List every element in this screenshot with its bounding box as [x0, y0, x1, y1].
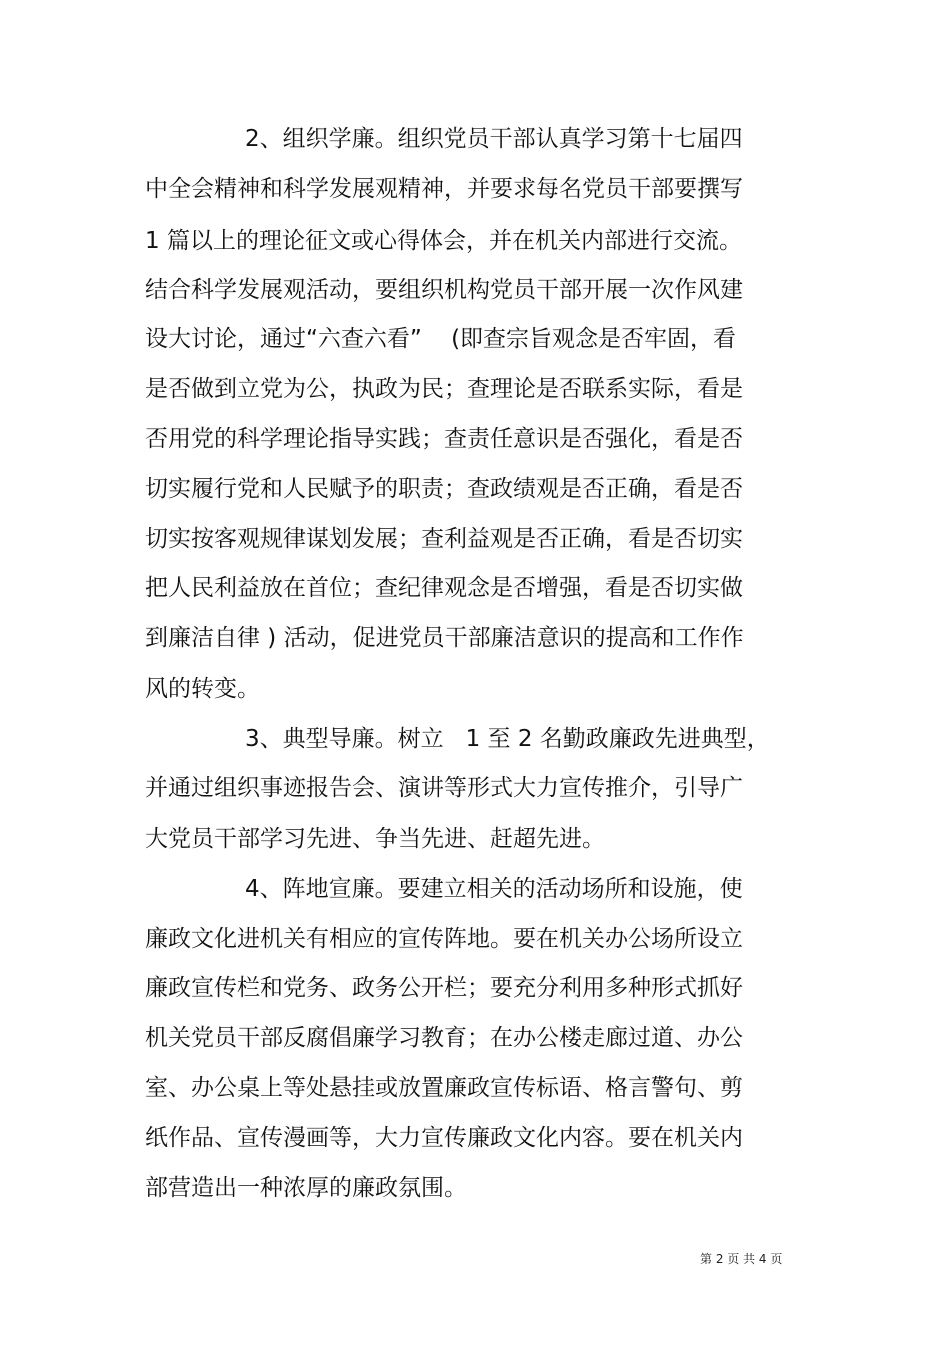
paragraph-4-line-6: 纸作品、宣传漫画等，大力宣传廉政文化内容。要在机关内: [145, 1125, 743, 1151]
paragraph-2-line-3: 1 篇以上的理论征文或心得体会，并在机关内部进行交流。: [145, 228, 742, 254]
paragraph-2-line-8: 切实履行党和人民赋予的职责；查政绩观是否正确，看是否: [145, 476, 743, 502]
paragraph-2-line-5: 设大讨论，通过“六查六看” (即查宗旨观念是否牢固，看: [145, 326, 737, 352]
paragraph-2-line-6: 是否做到立党为公，执政为民；查理论是否联系实际，看是: [145, 376, 743, 402]
paragraph-2-line-2: 中全会精神和科学发展观精神，并要求每名党员干部要撰写: [145, 176, 743, 202]
paragraph-2-line-11: 到廉洁自律 ) 活动，促进党员干部廉洁意识的提高和工作作: [145, 625, 744, 651]
paragraph-2-line-4: 结合科学发展观活动，要组织机构党员干部开展一次作风建: [145, 277, 743, 303]
paragraph-4-line-2: 廉政文化进机关有相应的宣传阵地。要在机关办公场所设立: [145, 926, 743, 952]
paragraph-4-line-5: 室、办公桌上等处悬挂或放置廉政宣传标语、格言警句、剪: [145, 1075, 743, 1101]
paragraph-3-line-1: 3、典型导廉。树立 1 至 2 名勤政廉政先进典型，: [245, 726, 770, 752]
paragraph-4-line-4: 机关党员干部反腐倡廉学习教育；在办公楼走廊过道、办公: [145, 1025, 743, 1051]
paragraph-3-line-3: 大党员干部学习先进、争当先进、赶超先进。: [145, 826, 605, 852]
paragraph-2-line-10: 把人民利益放在首位；查纪律观念是否增强，看是否切实做: [145, 575, 743, 601]
paragraph-2-line-9: 切实按客观规律谋划发展；查利益观是否正确，看是否切实: [145, 526, 743, 552]
page-number: 第 2 页 共 4 页: [700, 1252, 783, 1266]
paragraph-4-line-3: 廉政宣传栏和党务、政务公开栏；要充分利用多种形式抓好: [145, 975, 743, 1001]
paragraph-2-line-12: 风的转变。: [145, 676, 260, 702]
paragraph-2-line-1: 2、组织学廉。组织党员干部认真学习第十七届四: [245, 126, 743, 152]
paragraph-3-line-2: 并通过组织事迹报告会、演讲等形式大力宣传推介，引导广: [145, 775, 743, 801]
paragraph-2-line-7: 否用党的科学理论指导实践；查责任意识是否强化，看是否: [145, 426, 743, 452]
paragraph-4-line-7: 部营造出一种浓厚的廉政氛围。: [145, 1175, 467, 1201]
paragraph-4-line-1: 4、阵地宣廉。要建立相关的活动场所和设施，使: [245, 876, 743, 902]
